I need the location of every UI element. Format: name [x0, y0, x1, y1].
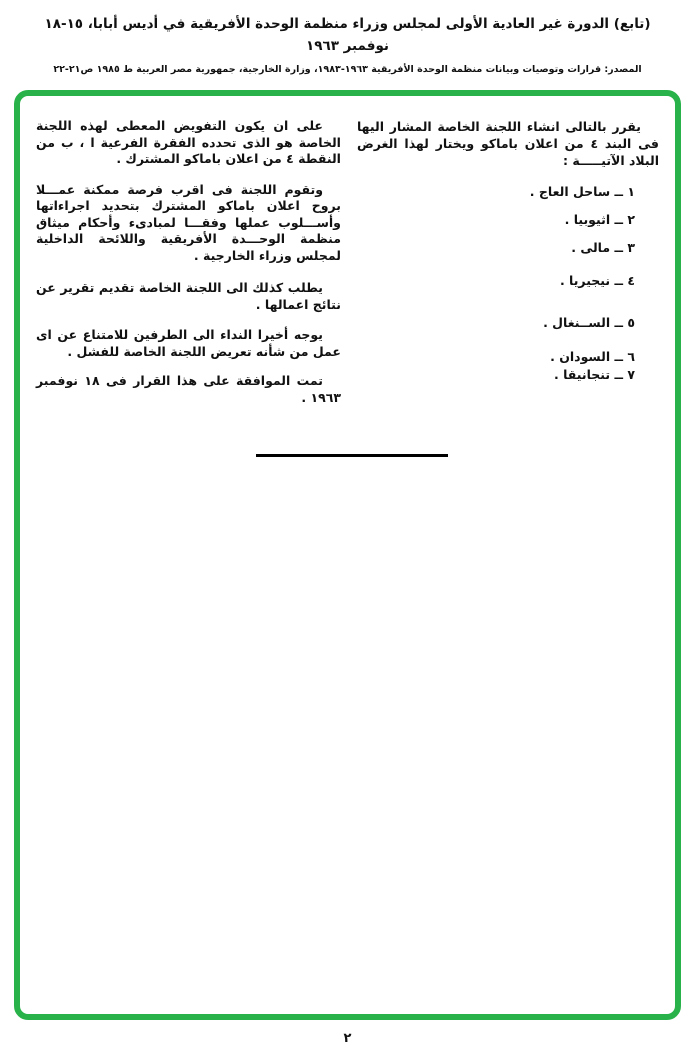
country-list-item: ٢ ــ اثيوبيا . [564, 212, 635, 227]
body-paragraph: يوجه أخيرا النداء الى الطرفين للامتناع عن اى عمل من شأنه تعريض اللجنة الخاصة للفشل . [36, 327, 341, 359]
country-list-item: ٤ ــ نيجيريا . [559, 273, 635, 288]
page-header [0, 14, 695, 77]
two-column-layout [20, 96, 675, 406]
country-list-item: ٦ ــ السودان . [550, 349, 635, 364]
right-column [357, 118, 659, 406]
country-list-item: ٧ ــ تنجانيقا . [554, 367, 635, 382]
page-number: ٢ [343, 1031, 352, 1046]
country-list-item: ٣ ــ مالى . [571, 240, 635, 255]
horizontal-divider [256, 454, 448, 457]
body-paragraph: على ان يكون التفويض المعطى لهذه اللجنة الخاصة هو الذى تحدده الفقرة الفرعية ا ، ب من النقطة ٤ من اعلان باماكو المشترك . [36, 118, 341, 166]
left-column [36, 118, 341, 406]
country-list [357, 183, 659, 383]
document-title: (تابع) الدورة غير العادية الأولى لمجلس وزراء منظمة الوحدة الأفريقية في أديس أبابا، ١٥-١٨ نوفمبر ١٩٦٣ [44, 16, 651, 54]
body-paragraph: يطلب كذلك الى اللجنة الخاصة تقديم تقرير عن نتائج اعمالها . [36, 280, 341, 312]
body-paragraph: وتقوم اللجنة فى اقرب فرصة ممكنة عمـــلا بروح اعلان باماكو المشترك بتحديد اجراءاتها وأســـلوب عملها وفقـــا لمبادىء وأحكام ميثاق منظمة الوحـــدة الأفريقية واللائحة الداخلية لمجلس وزراء الخارجية . [36, 181, 341, 263]
approval-date-paragraph: تمت الموافقة على هذا القرار فى ١٨ نوفمبر ١٩٦٣ . [36, 373, 341, 405]
source-citation: المصدر: قرارات وتوصيات وبيانات منظمة الوحدة الأفريقية ١٩٦٣-١٩٨٣، وزارة الخارجية، جمهورية مصر العربية ط ١٩٨٥ ص٢١-٢٢ [53, 64, 642, 76]
green-border-frame [14, 90, 681, 1020]
country-list-item: ١ ــ ساحل العاج . [529, 184, 635, 199]
country-list-item: ٥ ــ الســنغال . [543, 315, 635, 330]
resolution-intro-paragraph: يقرر بالتالى انشاء اللجنة الخاصة المشار اليها فى البند ٤ من اعلان باماكو ويختار لهذا الغرض البلاد الآتيـــــة : [356, 119, 659, 168]
